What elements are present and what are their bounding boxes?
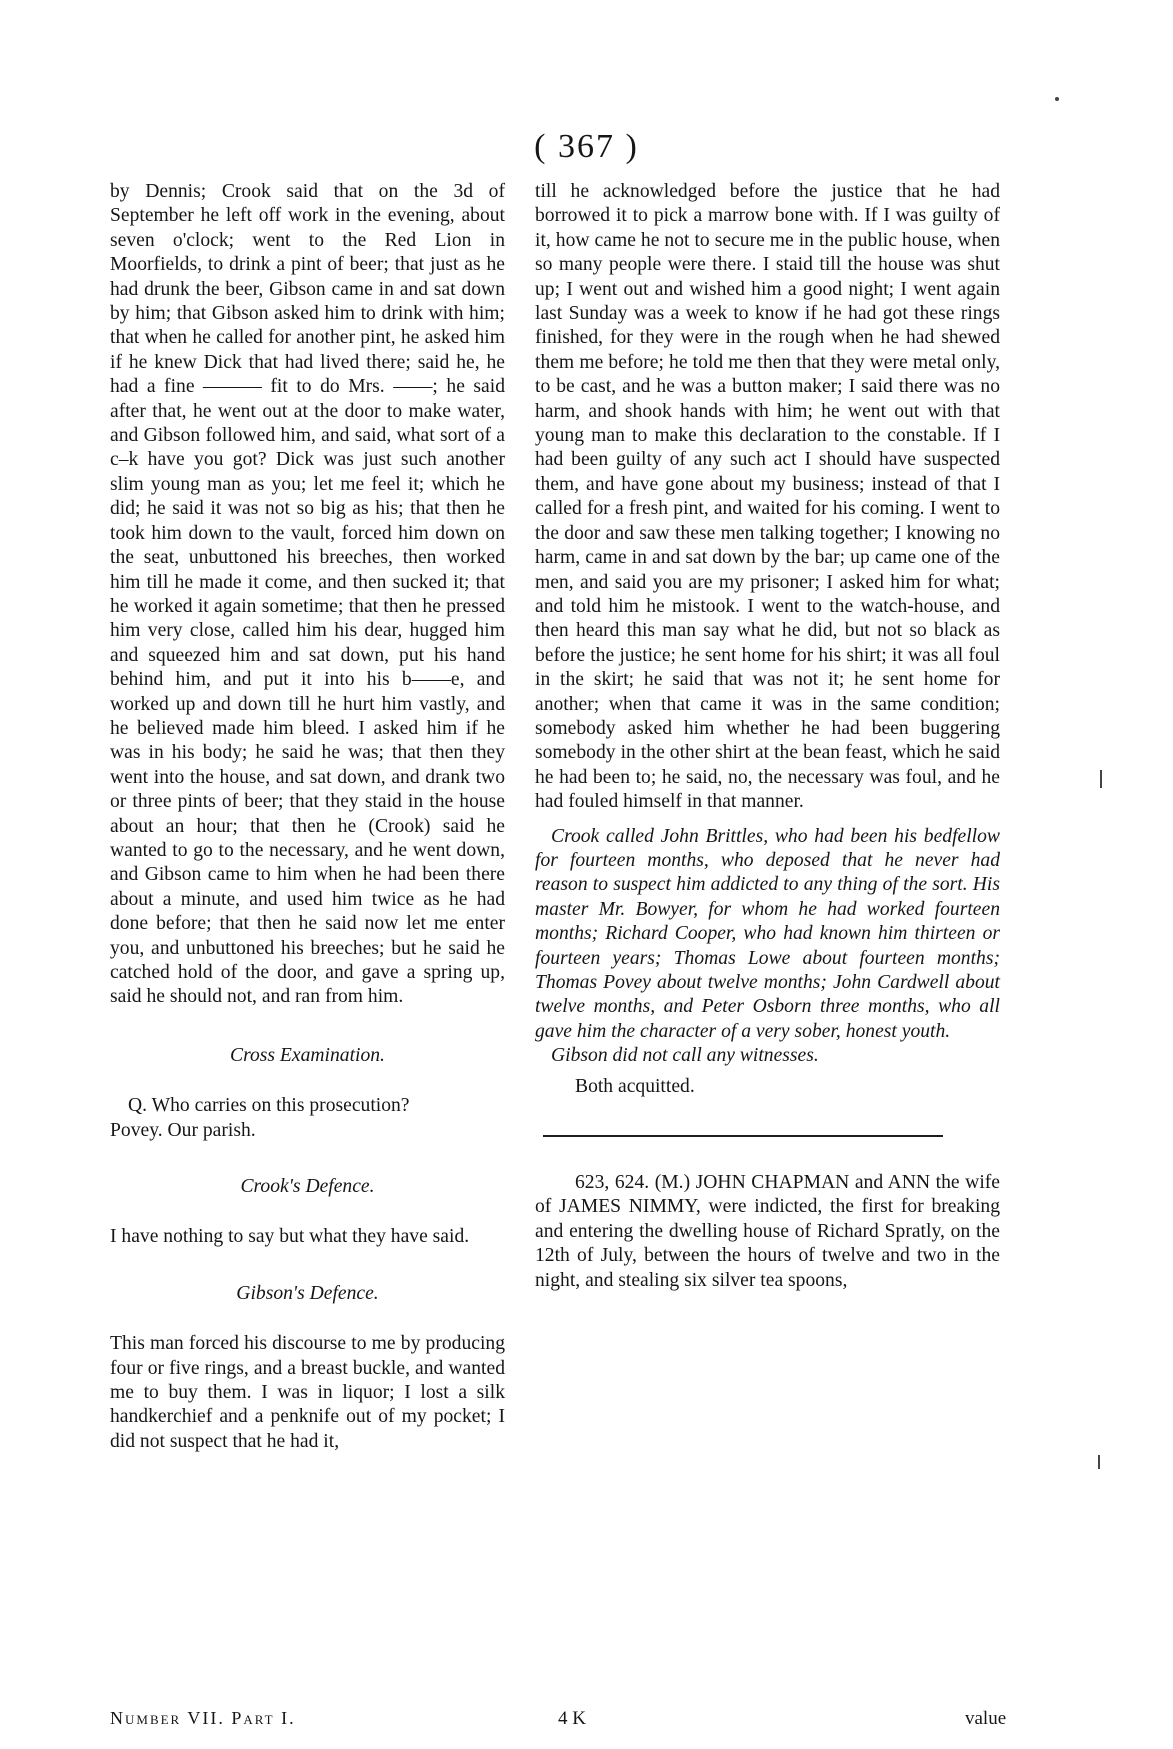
cross-answer: Povey. Our parish.	[110, 1119, 256, 1141]
scan-speck	[1098, 1455, 1100, 1469]
verdict: Both acquitted.	[575, 1075, 695, 1097]
case-indictment: 623, 624. (M.) JOHN CHAPMAN and ANN the wife of JAMES NIMMY, were indicted, the first for breaking and entering the dwelling house of Richard Spratly, on the 12th of July, between the hours of twelve and two in the night, and stealing six silver tea spoons,	[535, 1172, 1000, 1291]
section-divider	[543, 1135, 943, 1137]
no-witnesses-note: Gibson did not call any witnesses.	[551, 1045, 819, 1067]
footer-number-part: Number VII. Part I.	[110, 1708, 296, 1728]
scan-speck	[1100, 770, 1102, 788]
left-column	[110, 180, 505, 1454]
gibson-defence-text: This man forced his discourse to me by producing four or five rings, and a breast buckle, and wanted me to buy them. I was in liquor; I lost a silk handkerchief and a penknife out of my pocket; I did not suspect that he had it,	[110, 1333, 505, 1452]
defence-continuation: till he acknowledged before the justice that he had borrowed it to pick a marrow bone with. If I was guilty of it, how came he not to secure me in the public house, when so many people were there. I staid till the house was shut up; I went out and wished him a good night; I went again last Sunday was a week to know if he had got these rings finished, for they were in the rough when he had shewed them me before; he told me then that they were metal only, to be cast, and he was a button maker; I said there was no harm, and shook hands with him; he went out with that young man to make this declaration to the constable. If I had been guilty of any such act I should have suspected them, and have gone about my business; instead of that I called for a fresh pint, and waited for his coming. I went to the door and saw these men talking together; I knowing no harm, came in and sat down by the bar; up came one of the men, and said you are my prisoner; I asked him for what; and told him he mistook. I went to the watch-house, and then heard this man say what he did, but not so black as before the justice; he sent home for his shirt; it was all foul in the skirt; he said that was not it; he sent home for another; when that came it was in the same condition; somebody asked him whether he had been buggering somebody in the other shirt at the bean feast, which he said he had been to; he said, no, the necessary was foul, and he had fouled himself in that manner.	[535, 181, 1000, 813]
gibson-defence-heading: Gibson's Defence.	[236, 1282, 379, 1304]
crook-defence-heading: Crook's Defence.	[240, 1176, 375, 1198]
scan-speck	[1055, 97, 1059, 101]
character-witnesses: Crook called John Brittles, who had been his bedfellow for fourteen months, who deposed that he never had reason to suspect him addicted to any thing of the sort. His master Mr. Bowyer, for whom he had worked fourteen months; Richard Cooper, who had known him thirteen or fourteen years; Thomas Lowe about fourteen months; Thomas Povey about twelve months; John Cardwell about twelve months, and Peter Osborn three months, who all gave him the character of a very sober, honest youth.	[535, 825, 1000, 1042]
cross-examination-heading: Cross Examination.	[230, 1044, 385, 1066]
crook-defence-text: I have nothing to say but what they have said.	[110, 1226, 470, 1248]
right-column	[535, 180, 1000, 1293]
footer-catchword: value	[965, 1708, 1007, 1729]
testimony-paragraph: by Dennis; Crook said that on the 3d of September he left off work in the evening, about seven o'clock; went to the Red Lion in Moorfields, to drink a pint of beer; that just as he had drunk the beer, Gibson came in and sat down by him; that Gibson asked him to drink with him; that when he called for another pint, he asked him if he knew Dick that had lived there; said he, he had a fine ——— fit to do Mrs. ——; he said after that, he went out at the door to make water, and Gibson followed him, and said, what sort of a c–k have you got? Dick was just such another slim young man as you; let me feel it; which he did; he said it was not so big as his; that then he took him down to the vault, forced him down on the seat, unbuttoned his breeches, then worked him till he made it come, and then sucked it; that he worked it again sometime; that then he pressed him very close, called him his dear, hugged him and squeezed him and sat down, put his hand behind him, and put it into his b——e, and worked up and down till he hurt him vastly, and he believed made him bleed. I asked him if he was in his body; he said he was; that then they went into the house, and sat down, and drank two or three pints of beer; that they staid in the house about an hour; that then he (Crook) said he wanted to go to the necessary, and he went down, and Gibson came to him when he had been there about a minute, and used him twice as he had done before; that then he said now let me enter you, and unbuttoned his breeches; but he said he catched hold of the door, and gave a spring up, said he should not, and ran from him.	[110, 181, 505, 1008]
page-number: ( 367 )	[534, 128, 639, 165]
footer-signature: 4 K	[558, 1708, 586, 1729]
cross-question: Q. Who carries on this prosecution?	[128, 1095, 410, 1117]
